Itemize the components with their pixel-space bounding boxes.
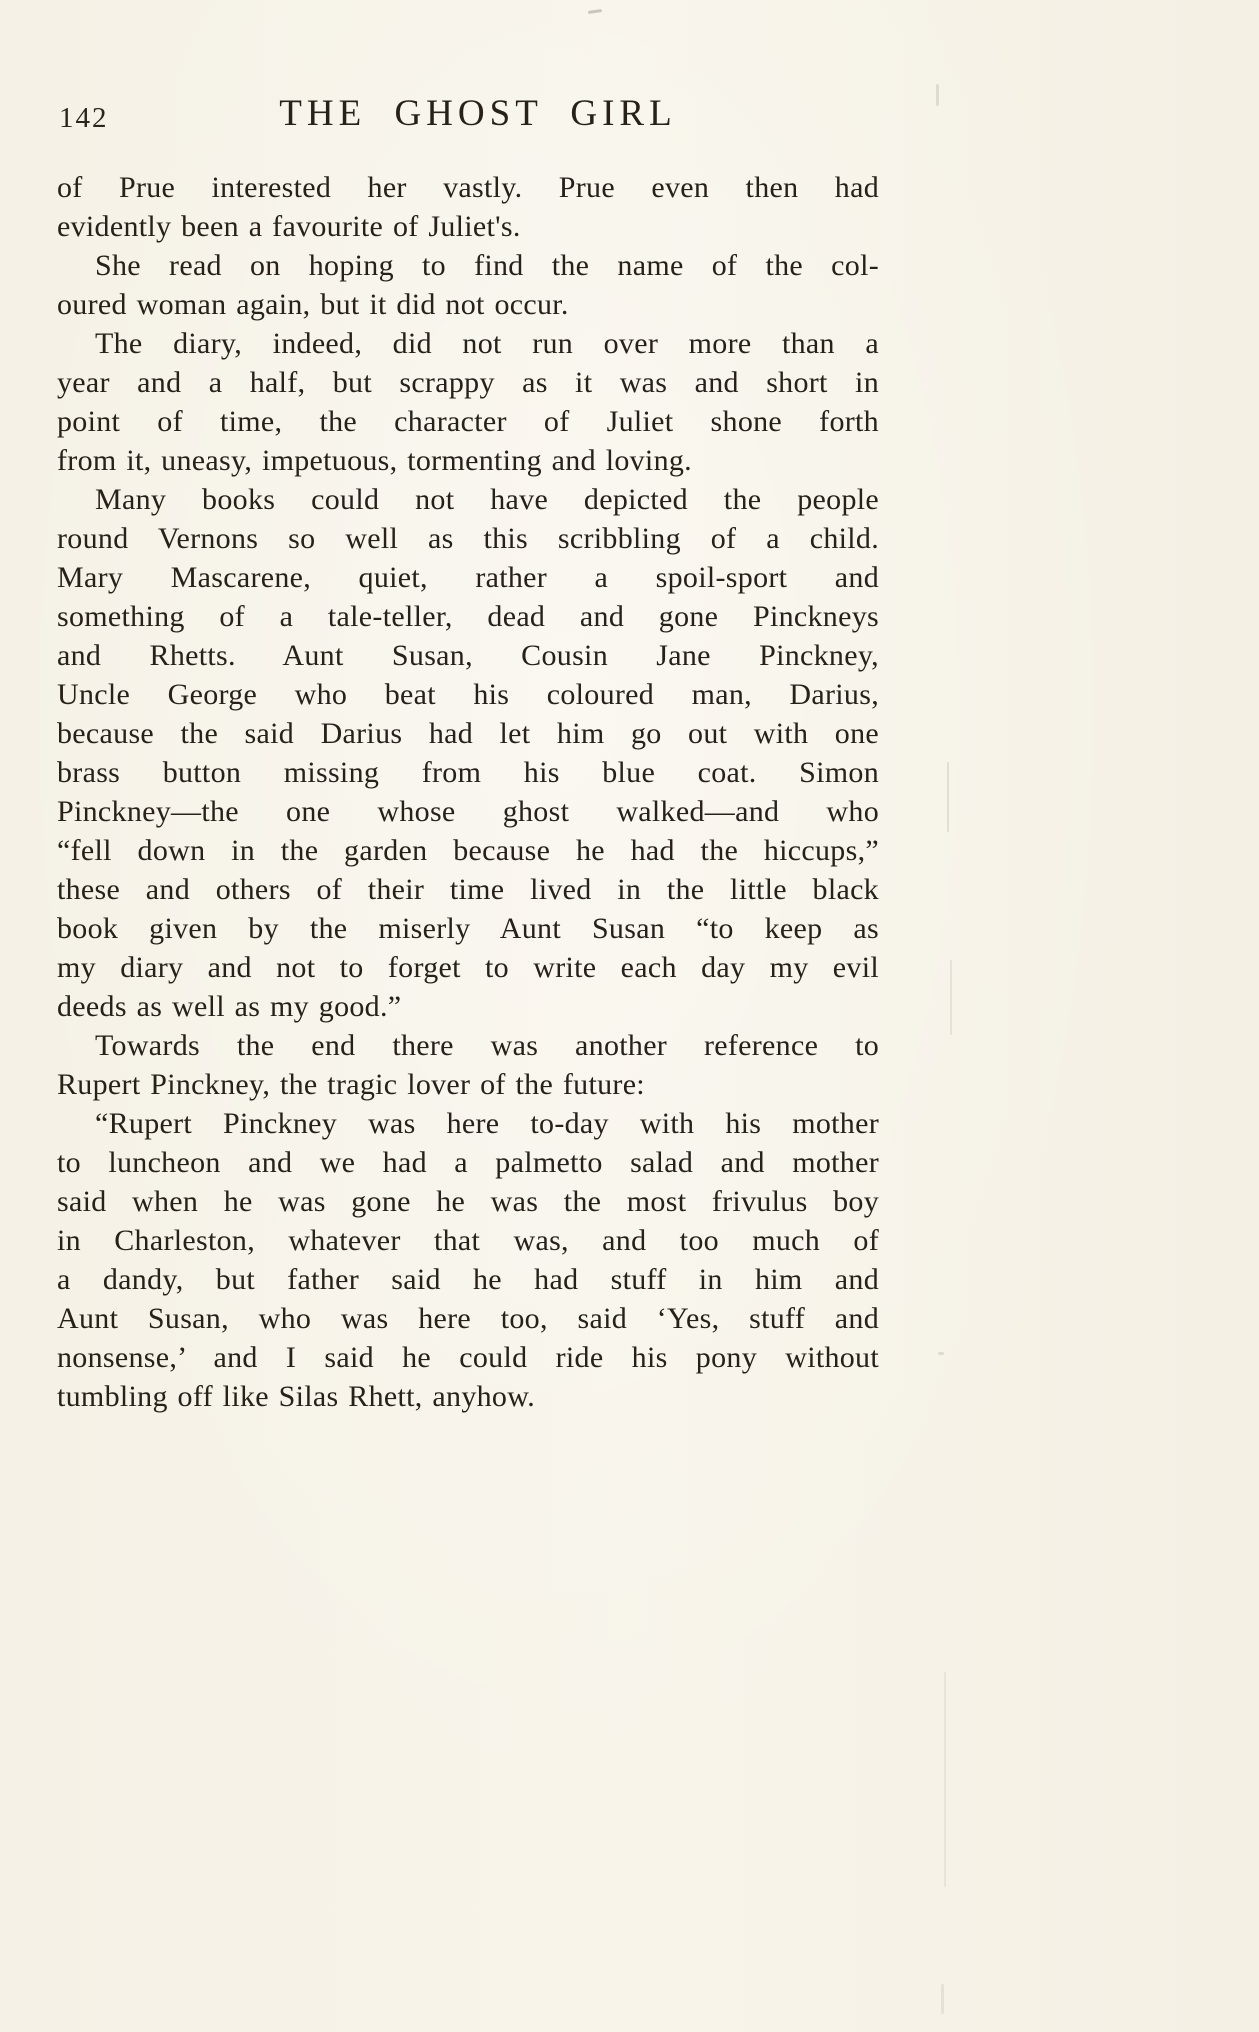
- scan-artifact: [944, 1672, 946, 1887]
- scan-artifact: [938, 1352, 944, 1355]
- text-line: Towards the end there was another reference to: [95, 1029, 879, 1062]
- scan-artifact: [936, 84, 939, 106]
- text-line: my diary and not to forget to write each day my evil: [57, 951, 879, 984]
- text-line: said when he was gone he was the most frivulus boy: [57, 1185, 879, 1218]
- text-line: year and a half, but scrappy as it was and short in: [57, 366, 879, 399]
- text-line: Pinckney—the one whose ghost walked—and who: [57, 795, 879, 828]
- text-line: something of a tale-teller, dead and gone Pinckneys: [57, 600, 879, 633]
- text-line: tumbling off like Silas Rhett, anyhow.: [57, 1380, 536, 1413]
- paragraph: [57, 1026, 879, 1104]
- text-line: “Rupert Pinckney was here to-day with his mother: [95, 1107, 879, 1140]
- paragraph: [57, 246, 879, 324]
- text-line: Mary Mascarene, quiet, rather a spoil-sport and: [57, 561, 879, 594]
- page-header: [57, 92, 879, 140]
- text-line: and Rhetts. Aunt Susan, Cousin Jane Pinckney,: [57, 639, 879, 672]
- text-line: because the said Darius had let him go out with one: [57, 717, 879, 750]
- scan-artifact: [588, 9, 602, 14]
- text-line: nonsense,’ and I said he could ride his pony without: [57, 1341, 879, 1374]
- paragraph: [57, 324, 879, 480]
- text-line: Rupert Pinckney, the tragic lover of the future:: [57, 1068, 645, 1101]
- page-body: [57, 168, 879, 1416]
- text-line: “fell down in the garden because he had the hiccups,”: [57, 834, 879, 867]
- text-line: point of time, the character of Juliet shone forth: [57, 405, 879, 438]
- text-line: round Vernons so well as this scribbling of a child.: [57, 522, 879, 555]
- text-column: [57, 92, 879, 1416]
- text-line: a dandy, but father said he had stuff in him and: [57, 1263, 879, 1296]
- text-line: from it, uneasy, impetuous, tormenting and loving.: [57, 444, 692, 477]
- scan-artifact: [947, 762, 949, 832]
- scan-artifact: [950, 960, 952, 1035]
- text-line: these and others of their time lived in the little black: [57, 873, 879, 906]
- page-title: THE GHOST GIRL: [279, 93, 677, 134]
- text-line: oured woman again, but it did not occur.: [57, 288, 569, 321]
- text-line: of Prue interested her vastly. Prue even then had: [57, 171, 879, 204]
- paragraph: [57, 480, 879, 1026]
- text-line: The diary, indeed, did not run over more than a: [95, 327, 879, 360]
- text-line: deeds as well as my good.”: [57, 990, 402, 1023]
- paragraph: [57, 1104, 879, 1416]
- scan-artifact: [941, 1984, 944, 2014]
- text-line: in Charleston, whatever that was, and too much of: [57, 1224, 879, 1257]
- text-line: She read on hoping to find the name of the col-: [95, 249, 879, 282]
- text-line: Aunt Susan, who was here too, said ‘Yes, stuff and: [57, 1302, 879, 1335]
- text-line: book given by the miserly Aunt Susan “to keep as: [57, 912, 879, 945]
- text-line: Uncle George who beat his coloured man, Darius,: [57, 678, 879, 711]
- text-line: to luncheon and we had a palmetto salad and mother: [57, 1146, 879, 1179]
- page-number: 142: [59, 102, 109, 134]
- paragraph: [57, 168, 879, 246]
- text-line: Many books could not have depicted the people: [95, 483, 879, 516]
- text-line: evidently been a favourite of Juliet's.: [57, 210, 521, 243]
- text-line: brass button missing from his blue coat. Simon: [57, 756, 879, 789]
